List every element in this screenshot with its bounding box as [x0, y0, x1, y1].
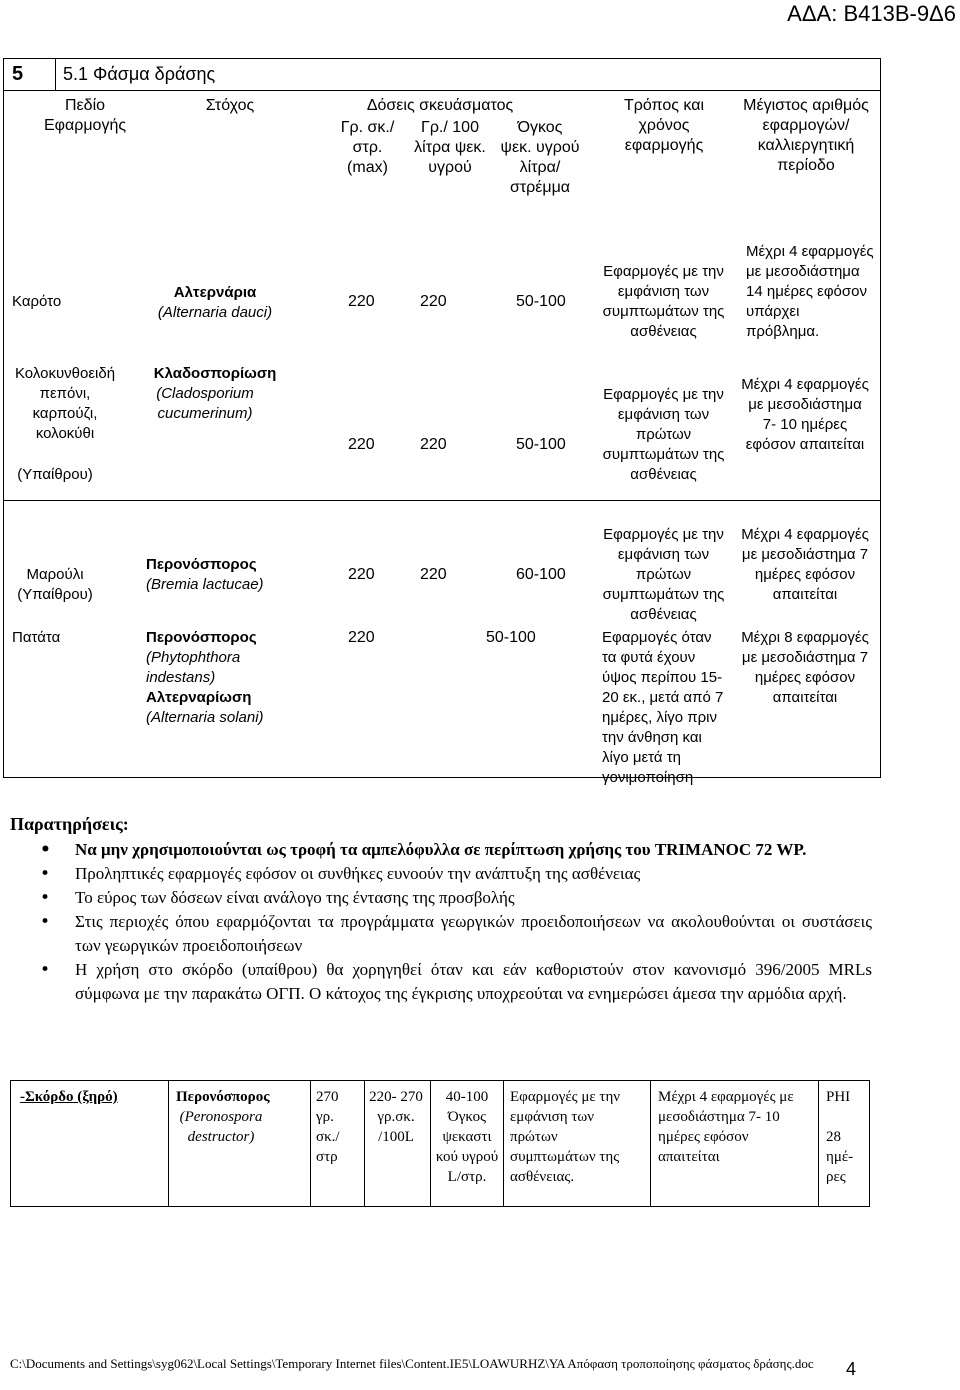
row-potato-target [146, 628, 306, 728]
page-number: 4 [846, 1359, 857, 1379]
garlic-col-divider [650, 1080, 651, 1206]
row-lettuce-max: Μέχρι 4 εφαρμογές με μεσοδιάστημα 7 ημέρες εφόσον απαιτείται [741, 526, 869, 603]
row-lettuce-target [146, 555, 306, 595]
row-lettuce-field: Μαρούλι (Υπαίθρου) [17, 566, 93, 603]
note-item: • Η χρήση στο σκόρδο (υπαίθρου) θα χορηγηθεί όταν και εάν καθοριστούν στον κανονισμό 396/2005 MRLs σύμφωνα με την παρακάτω ΟΓΠ. Ο κάτοχος της έγκρισης υποχρεούται να ενημερώσει άμεσα την αρμόδια αρχή. [30, 958, 872, 1006]
row-divider [3, 500, 881, 501]
row-cucurbits-dose-100l: 220 [420, 436, 447, 453]
row-lettuce-target-latin: (Bremia lactucae) [146, 576, 264, 593]
row-carrot-dose-100l: 220 [420, 293, 447, 310]
note-item: • Στις περιοχές όπου εφαρμόζονται τα προγράμματα γεωργικών προειδοποιήσεων να ακολουθούνται οι συστάσεις των γεωργικών προειδοποιήσεων [30, 910, 872, 958]
header-dose-per-100l: Γρ./ 100 λίτρα ψεκ. υγρού [414, 119, 486, 176]
garlic-col-divider [430, 1080, 431, 1206]
note-item: • Προληπτικές εφαρμογές εφόσον οι συνθήκες ευνοούν την ανάπτυξη της ασθένειας [30, 862, 872, 886]
row-lettuce-dose-100l: 220 [420, 566, 447, 583]
garlic-method: Εφαρμογές με την εμφάνιση των πρώτων συμπτωμάτων της ασθένειας. [510, 1089, 621, 1185]
footer-path: C:\Documents and Settings\syg062\Local Settings\Temporary Internet files\Content.IE5\LOAWURHZ\ΥΑ Απόφαση τροποποίησης φάσματος δράσης.doc [10, 1356, 814, 1371]
row-potato-dose-max: 220 [348, 629, 375, 646]
row-lettuce-volume: 60-100 [516, 566, 566, 583]
row-lettuce-dose-max: 220 [348, 566, 375, 583]
row-cucurbits-target-name: Κλαδοσπορίωση [153, 365, 277, 382]
row-potato-target-latin-2: (Alternaria solani) [146, 709, 264, 726]
row-potato-method: Εφαρμογές όταν τα φυτά έχουν ύψος περίπου 15- 20 εκ., μετά από 7 ημέρες, λίγο πριν την άνθηση και λίγο μετά τη γονιμοποίηση [602, 629, 724, 786]
row-carrot-method: Εφαρμογές με την εμφάνιση των συμπτωμάτων της ασθένειας [602, 263, 725, 340]
garlic-col-divider [503, 1080, 504, 1206]
row-carrot-dose-max: 220 [348, 293, 375, 310]
row-potato-target-name-2: Αλτερναρίωση [146, 689, 252, 706]
header-target: Στόχος [205, 97, 255, 114]
row-carrot-max: Μέχρι 4 εφαρμογές με μεσοδιάστημα 14 ημέρες εφόσον υπάρχει πρόβλημα. [746, 243, 874, 340]
row-cucurbits-field-note: (Υπαίθρου) [17, 466, 93, 483]
header-doses: Δόσεις σκευάσματος [366, 97, 514, 114]
garlic-max: Μέχρι 4 εφαρμογές με μεσοδιάστημα 7- 10 ημέρες εφόσον απαιτείται [658, 1089, 794, 1165]
row-potato-field: Πατάτα [12, 629, 61, 646]
row-cucurbits-field: Κολοκυνθοειδή πεπόνι, καρπούζι, κολοκύθι [14, 365, 116, 442]
garlic-crop: -Σκόρδο (ξηρό) [20, 1089, 118, 1105]
garlic-dose-max: 270 γρ. σκ./ στρ [316, 1089, 340, 1165]
doc-id: ΑΔΑ: Β413Β-9Δ6 [787, 1, 956, 26]
garlic-phi-label: PHI [826, 1089, 851, 1105]
garlic-col-divider [364, 1080, 365, 1206]
section-title: 5.1 Φάσμα δράσης [63, 64, 216, 84]
row-carrot-target [140, 283, 290, 323]
row-potato-max: Μέχρι 8 εφαρμογές με μεσοδιάστημα 7 ημέρες εφόσον απαιτείται [741, 629, 869, 706]
garlic-target-name: Περονόσπορος [176, 1089, 270, 1105]
note-item: • Το εύρος των δόσεων είναι ανάλογο της έντασης της προσβολής [30, 886, 872, 910]
row-carrot-target-name: Αλτερνάρια [173, 284, 257, 301]
header-method: Τρόπος και χρόνος εφαρμογής [623, 97, 705, 154]
notes-list [30, 838, 872, 1006]
row-lettuce-target-name: Περονόσπορος [146, 556, 257, 573]
row-cucurbits-method: Εφαρμογές με την εμφάνιση των πρώτων συμπτωμάτων της ασθένειας [602, 386, 725, 483]
row-carrot-field: Καρότο [12, 293, 62, 310]
garlic-target [176, 1087, 306, 1147]
notes-title: Παρατηρήσεις: [10, 814, 129, 834]
row-cucurbits-max: Μέχρι 4 εφαρμογές με μεσοδιάστημα 7- 10 ημέρες εφόσον απαιτείται [741, 376, 869, 453]
row-cucurbits-volume: 50-100 [516, 436, 566, 453]
row-cucurbits-target-latin: (Cladosporium cucumerinum) [156, 385, 254, 422]
row-potato-volume: 50-100 [486, 629, 536, 646]
garlic-phi-value: 28 ημέ- ρες [826, 1129, 854, 1185]
section-number-divider [55, 58, 56, 90]
row-lettuce-method: Εφαρμογές με την εμφάνιση των πρώτων συμπτωμάτων της ασθένειας [602, 526, 725, 623]
header-field: Πεδίο Εφαρμογής [43, 97, 127, 134]
section-header-line [3, 90, 881, 91]
row-potato-target-latin: (Phytophthora indestans) [146, 649, 241, 686]
row-carrot-volume: 50-100 [516, 293, 566, 310]
row-potato-target-name: Περονόσπορος [146, 629, 257, 646]
garlic-col-divider [168, 1080, 169, 1206]
row-carrot-target-latin: (Alternaria dauci) [157, 304, 273, 321]
garlic-col-divider [818, 1080, 819, 1206]
section-number: 5 [12, 63, 24, 85]
row-cucurbits-target [140, 364, 290, 424]
garlic-col-divider [310, 1080, 311, 1206]
garlic-spray-volume: 40-100 Όγκος ψεκαστι κού υγρού L/στρ. [435, 1089, 499, 1185]
header-max-applications: Μέγιστος αριθμός εφαρμογών/ καλλιεργητική περίοδο [743, 97, 869, 174]
row-cucurbits-dose-max: 220 [348, 436, 375, 453]
header-dose-max: Γρ. σκ./στρ. (max) [340, 119, 395, 176]
note-item: • Να μην χρησιμοποιούνται ως τροφή τα αμπελόφυλλα σε περίπτωση χρήσης του TRIMANOC 72 WP. [30, 838, 872, 862]
garlic-target-latin: (Peronospora destructor) [179, 1109, 263, 1145]
garlic-dose-100l: 220- 270 γρ.σκ. /100L [369, 1089, 423, 1145]
header-spray-volume: Όγκος ψεκ. υγρού λίτρα/ στρέμμα [500, 119, 580, 196]
